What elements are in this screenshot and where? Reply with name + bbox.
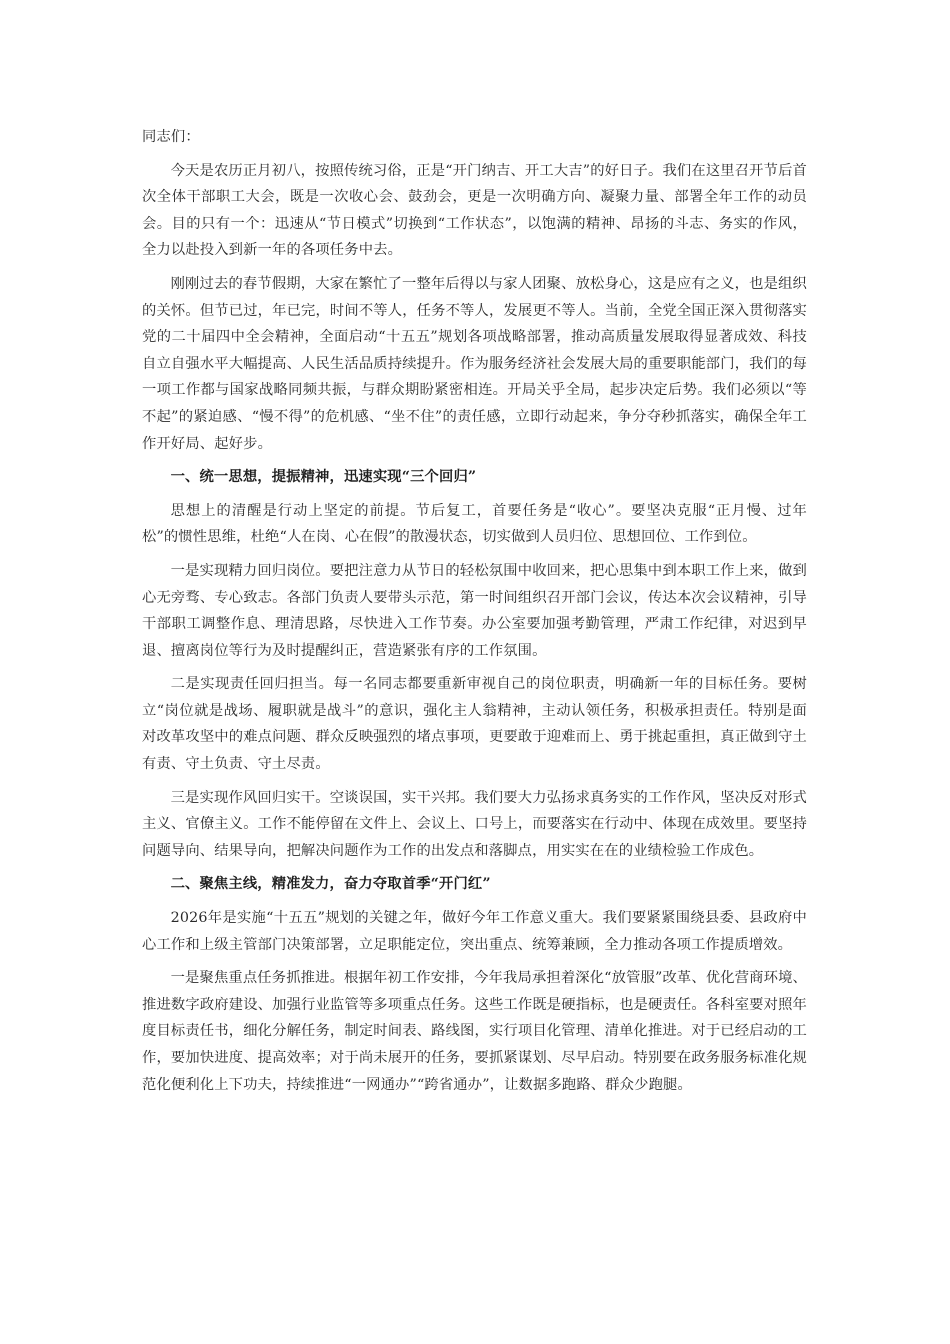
section2-intro-paragraph: 2026年是实施“十五五”规划的关键之年，做好今年工作意义重大。我们要紧紧围绕县委、县政府中心工作和上级主管部门决策部署，立足职能定位，突出重点、统筹兼顾，全力推动各项工作提质增效。 <box>142 910 807 953</box>
section1-intro-paragraph: 思想上的清醒是行动上坚定的前提。节后复工，首要任务是“收心”。要坚决克服“正月慢、过年松”的惯性思维，杜绝“人在岗、心在假”的散漫状态，切实做到人员归位、思想回位、工作到位。 <box>142 502 807 546</box>
context-paragraph: 刚刚过去的春节假期，大家在繁忙了一整年后得以与家人团聚、放松身心，这是应有之义，也是组织的关怀。但节已过，年已完，时间不等人，任务不等人，发展更不等人。当前，全党全国正深入贯彻落实党的二十届四中全会精神，全面启动“十五五”规划各项战略部署，推动高质量发展取得显著成效、科技自立自强水平大幅提高、人民生活品质持续提升。作为服务经济社会发展大局的重要职能部门，我们的每一项工作都与国家战略同频共振，与群众期盼紧密相连。开局关乎全局，起步决定后势。我们必须以“等不起”的紧迫感、“慢不得”的危机感、“坐不住”的责任感，立即行动起来，争分夺秒抓落实，确保全年工作开好局、起好步。 <box>142 275 807 452</box>
salutation: 同志们： <box>142 129 200 145</box>
section2-point1-paragraph: 一是聚焦重点任务抓推进。根据年初工作安排，今年我局承担着深化“放管服”改革、优化营商环境、推进数字政府建设、加强行业监管等多项重点任务。这些工作既是硬指标，也是硬责任。各科室要对照年度目标责任书，细化分解任务，制定时间表、路线图，实行项目化管理、清单化推进。对于已经启动的工作，要加快进度、提高效率；对于尚未展开的任务，要抓紧谋划、尽早启动。特别要在政务服务标准化规范化便利化上下功夫，持续推进“一网通办”“跨省通办”，让数据多跑路、群众少跑腿。 <box>142 970 807 1093</box>
section-heading-2: 二、聚焦主线，精准发力，奋力夺取首季“开门红” <box>170 876 491 893</box>
opening-paragraph: 今天是农历正月初八，按照传统习俗，正是“开门纳吉、开工大吉”的好日子。我们在这里召开节后首次全体干部职工大会，既是一次收心会、鼓劲会，更是一次明确方向、凝聚力量、部署全年工作的动员会。目的只有一个：迅速从“节日模式”切换到“工作状态”，以饱满的精神、昂扬的斗志、务实的作风，全力以赴投入到新一年的各项任务中去。 <box>142 162 807 259</box>
section-heading-1: 一、统一思想，提振精神，迅速实现“三个回归” <box>170 469 477 486</box>
section1-point1-paragraph: 一是实现精力回归岗位。要把注意力从节日的轻松氛围中收回来，把心思集中到本职工作上来，做到心无旁骛、专心致志。各部门负责人要带头示范，第一时间组织召开部门会议，传达本次会议精神，引导干部职工调整作息、理清思路，尽快进入工作节奏。办公室要加强考勤管理，严肃工作纪律，对迟到早退、擅离岗位等行为及时提醒纠正，营造紧张有序的工作氛围。 <box>142 562 807 659</box>
section1-point2-paragraph: 二是实现责任回归担当。每一名同志都要重新审视自己的岗位职责，明确新一年的目标任务。要树立“岗位就是战场、履职就是战斗”的意识，强化主人翁精神，主动认领任务，积极承担责任。特别是面对改革攻坚中的难点问题、群众反映强烈的堵点事项，更要敢于迎难而上、勇于挑起重担，真正做到守土有责、守土负责、守土尽责。 <box>142 676 807 773</box>
document-page <box>142 124 807 1098</box>
section1-point3-paragraph: 三是实现作风回归实干。空谈误国，实干兴邦。我们要大力弘扬求真务实的工作作风，坚决反对形式主义、官僚主义。工作不能停留在文件上、会议上、口号上，而要落实在行动中、体现在成效里。要坚持问题导向、结果导向，把解决问题作为工作的出发点和落脚点，用实实在在的业绩检验工作成色。 <box>142 789 807 859</box>
